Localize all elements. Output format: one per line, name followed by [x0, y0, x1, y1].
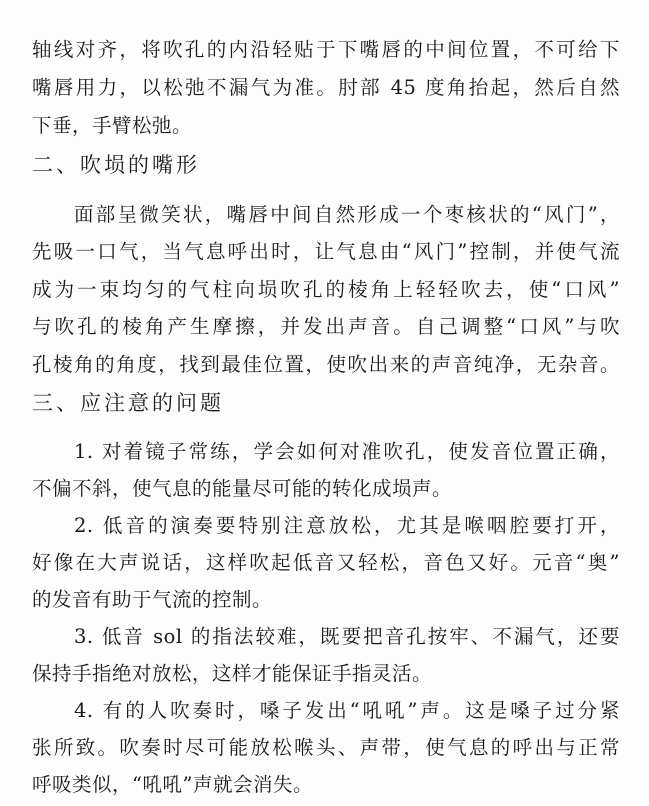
note-1-line-1: 1. 对着镜子常练，学会如何对准吹孔，使发音位置正确，	[74, 440, 620, 463]
intro-line-1: 轴线对齐，将吹孔的内沿轻贴于下嘴唇的中间位置，不可给下	[32, 38, 620, 61]
note-4-line-2: 张所致。吹奏时尽可能放松喉头、声带，使气息的呼出与正常	[32, 736, 620, 759]
note-2-line-1: 2. 低音的演奏要特别注意放松，尤其是喉咽腔要打开，	[74, 514, 620, 537]
section2-line-4: 与吹孔的棱角产生摩擦，并发出声音。自己调整“口风”与吹	[32, 315, 620, 338]
note-4-line-3: 呼吸类似，“吼吼”声就会消失。	[32, 773, 313, 796]
section2-line-2: 先吸一口气，当气息呼出时，让气息由“风门”控制，并使气流	[32, 240, 620, 263]
intro-line-3: 下垂，手臂松弛。	[32, 114, 193, 137]
section-heading-embouchure: 二、吹埙的嘴形	[32, 153, 200, 177]
note-3-line-2: 保持手指绝对放松，这样才能保证手指灵活。	[32, 662, 433, 685]
intro-line-2: 嘴唇用力，以松弛不漏气为准。肘部 45 度角抬起，然后自然	[32, 76, 620, 99]
note-2-line-3: 的发音有助于气流的控制。	[32, 588, 273, 611]
note-2-line-2: 好像在大声说话，这样吹起低音又轻松，音色又好。元音“奥”	[32, 551, 620, 574]
note-4-line-1: 4. 有的人吹奏时，嗓子发出“吼吼”声。这是嗓子过分紧	[74, 699, 620, 722]
section2-line-1: 面部呈微笑状，嘴唇中间自然形成一个枣核状的“风门”，	[74, 203, 620, 226]
section-heading-notes: 三、应注意的问题	[32, 391, 224, 415]
section2-line-5: 孔棱角的角度，找到最佳位置，使吹出来的声音纯净，无杂音。	[32, 353, 620, 376]
note-1-line-2: 不偏不斜，使气息的能量尽可能的转化成埙声。	[32, 477, 453, 500]
note-3-line-1: 3. 低音 sol 的指法较难，既要把音孔按牢、不漏气，还要	[74, 625, 620, 648]
section2-line-3: 成为一束均匀的气柱向埙吹孔的棱角上轻轻吹去，使“口风”	[32, 278, 620, 301]
